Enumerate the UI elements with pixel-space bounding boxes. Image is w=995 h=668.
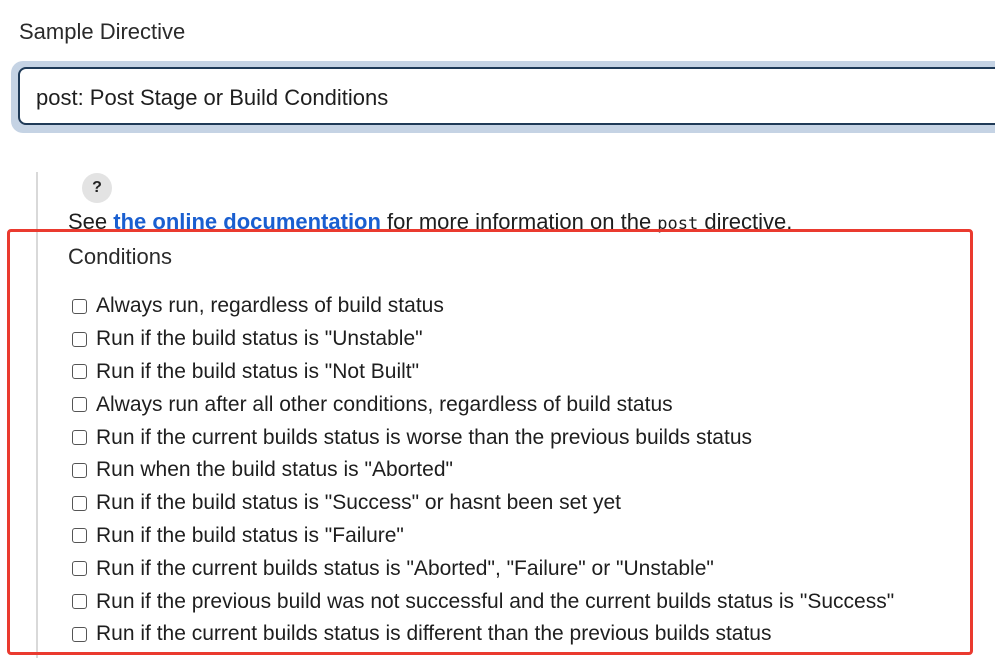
condition-label: Always run after all other conditions, regardless of build status xyxy=(96,392,673,416)
condition-checkbox[interactable] xyxy=(72,364,87,379)
condition-label: Run if the current builds status is worse than the previous builds status xyxy=(96,425,753,449)
condition-label: Run if the build status is "Success" or hasnt been set yet xyxy=(96,491,622,515)
condition-label: Run if the build status is "Failure" xyxy=(96,523,404,547)
docs-suffix: directive. xyxy=(698,209,793,234)
condition-checkbox[interactable] xyxy=(72,332,87,347)
condition-checkbox[interactable] xyxy=(72,627,87,642)
condition-label: Run if the build status is "Not Built" xyxy=(96,359,420,383)
online-documentation-link[interactable]: the online documentation xyxy=(113,209,381,234)
post-code: post xyxy=(657,214,699,234)
condition-label: Run if the build status is "Unstable" xyxy=(96,327,423,351)
sample-directive-label: Sample Directive xyxy=(19,19,186,44)
condition-item[interactable] xyxy=(72,618,894,651)
condition-item[interactable] xyxy=(72,552,894,585)
condition-item[interactable] xyxy=(72,388,894,421)
condition-item[interactable] xyxy=(72,356,894,389)
condition-checkbox[interactable] xyxy=(72,430,87,445)
condition-item[interactable] xyxy=(72,520,894,553)
condition-item[interactable] xyxy=(72,421,894,454)
condition-item[interactable] xyxy=(72,323,894,356)
condition-item[interactable] xyxy=(72,487,894,520)
condition-item[interactable] xyxy=(72,585,894,618)
condition-checkbox[interactable] xyxy=(72,463,87,478)
conditions-list xyxy=(72,290,894,651)
sample-directive-select[interactable] xyxy=(18,67,995,125)
conditions-label: Conditions xyxy=(68,244,172,269)
condition-item[interactable] xyxy=(72,454,894,487)
condition-label: Always run, regardless of build status xyxy=(96,294,444,318)
docs-prefix: See xyxy=(68,209,114,234)
condition-item[interactable] xyxy=(72,290,894,323)
sample-directive-selected-value: post: Post Stage or Build Conditions xyxy=(36,85,389,110)
condition-checkbox[interactable] xyxy=(72,397,87,412)
condition-label: Run when the build status is "Aborted" xyxy=(96,458,453,482)
condition-label: Run if the previous build was not successful and the current builds status is "Success" xyxy=(96,589,895,613)
condition-label: Run if the current builds status is different than the previous builds status xyxy=(96,622,772,646)
section-indent-bar xyxy=(36,172,38,658)
condition-checkbox[interactable] xyxy=(72,528,87,543)
help-icon[interactable]: ? xyxy=(82,173,112,203)
condition-label: Run if the current builds status is "Aborted", "Failure" or "Unstable" xyxy=(96,556,714,580)
condition-checkbox[interactable] xyxy=(72,561,87,576)
docs-middle: for more information on the xyxy=(380,209,658,234)
condition-checkbox[interactable] xyxy=(72,299,87,314)
documentation-hint xyxy=(68,209,792,235)
condition-checkbox[interactable] xyxy=(72,594,87,609)
condition-checkbox[interactable] xyxy=(72,496,87,511)
